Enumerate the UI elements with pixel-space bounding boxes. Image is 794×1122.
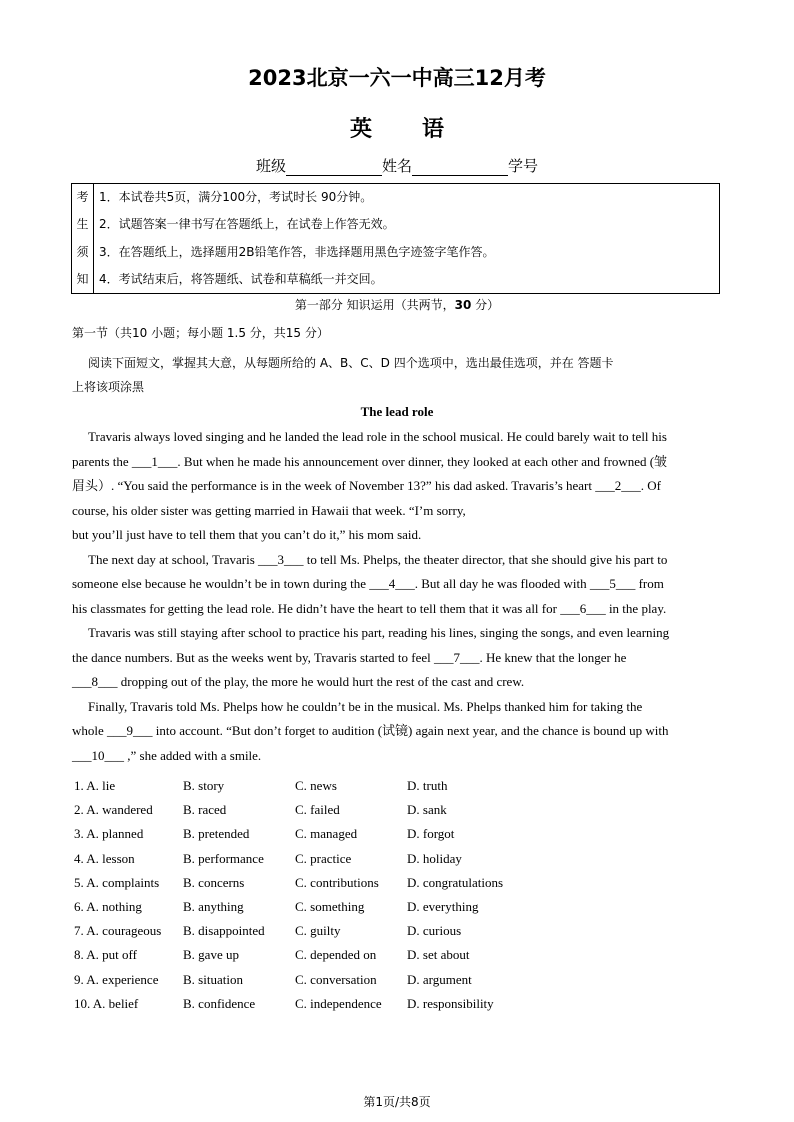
option-choice: D. set about [407,947,470,963]
option-row [72,871,722,895]
notice-side-char: 知 [76,271,89,286]
exam-title: 2023北京一六一中高三12月考 [248,66,546,90]
passage-line: Travaris always loved singing and he landed the lead role in the school musical. He could barely wait to tell his [88,429,667,444]
option-choice: 2. A. wandered [74,802,153,818]
option-choice: C. guilty [295,923,341,939]
passage-line: The next day at school, Travaris ___3___ to tell Ms. Phelps, the theater director, that she should give his part to [88,551,668,567]
part-heading-suffix: 分） [471,298,500,312]
option-choice: B. gave up [183,947,239,963]
option-row [72,798,722,822]
option-choice: C. conversation [295,971,377,987]
id-label: 学号 [508,157,539,175]
option-choice: B. story [183,778,225,793]
option-row [72,992,722,1016]
option-choice: B. situation [183,971,243,987]
option-choice: C. contributions [295,874,379,890]
options-list [72,774,722,1016]
section-heading: 第一节（共10 小题；每小题 1.5 分，共15 分） [72,326,329,340]
notice-side-label [72,184,94,293]
passage-line: whole ___9___ into account. “But don’t forget to audition (试镜) again next year, and the chance is bound up with [72,723,669,738]
exam-notice-box [71,183,720,294]
option-choice: C. news [295,778,337,793]
option-choice: D. forgot [407,826,455,842]
notice-side-char: 生 [76,217,89,232]
option-choice: C. managed [295,826,358,842]
option-choice: 10. A. belief [74,995,139,1011]
option-choice: B. raced [183,802,227,818]
option-choice: C. something [295,898,365,914]
passage-line: 眉头）. “You said the performance is in the week of November 13?” his dad asked. Travaris’s heart ___2___. Of [72,478,661,493]
option-row [72,774,722,798]
option-choice: 6. A. nothing [74,898,142,914]
notice-item: 4．考试结束后，将答题纸、试卷和草稿纸一并交回。 [99,271,383,286]
option-choice: B. performance [183,850,264,866]
option-choice: D. truth [407,778,448,793]
notice-item: 2．试题答案一律书写在答题纸上，在试卷上作答无效。 [99,217,395,232]
option-row [72,968,722,992]
option-row [72,919,722,943]
option-choice: 9. A. experience [74,971,159,987]
option-choice: D. sank [407,802,447,818]
part-heading [0,296,794,313]
student-info-line [0,155,794,176]
passage-title: The lead role [360,404,434,419]
class-label: 班级 [255,157,286,175]
option-row [72,847,722,871]
notice-item: 3．在答题纸上，选择题用2B铅笔作答，非选择题用黑色字迹签字笔作答。 [99,244,495,259]
instruction-line: 阅读下面短文，掌握其大意，从每题所给的 A、B、C、D 四个选项中，选出最佳选项，并在 答题卡 [88,356,614,370]
passage-line: Travaris was still staying after school to practice his part, reading his lines, singing the songs, and even learning [88,625,670,640]
notice-side-char: 须 [76,244,89,259]
passage-line: the dance numbers. But as the weeks went by, Travaris started to feel ___7___. He knew that the longer he [72,649,627,665]
option-choice: D. congratulations [407,874,504,890]
option-choice: D. argument [407,971,472,987]
option-choice: C. depended on [295,947,377,963]
option-choice: 1. A. lie [74,778,116,793]
passage-line: someone else because he wouldn’t be in town during the ___4___. But all day he was flooded with ___5___ from [72,576,664,591]
option-choice: B. anything [183,898,244,914]
passage-line: ___8___ dropping out of the play, the more he would hurt the rest of the cast and crew. [72,674,525,689]
option-choice: B. confidence [183,995,256,1011]
option-choice: 5. A. complaints [74,874,160,890]
option-choice: 7. A. courageous [74,923,162,939]
instruction-line: 上将该项涂黑 [72,380,145,394]
option-choice: 8. A. put off [74,947,137,963]
page-number: 第1页/共8页 [363,1095,431,1109]
part-heading-prefix: 第一部分 知识运用（共两节， [294,298,455,312]
passage-line: his classmates for getting the lead role. He didn’t have the heart to tell them that it was all for ___6___ in the play. [72,600,667,616]
name-label: 姓名 [381,157,412,175]
option-choice: 4. A. lesson [74,850,135,866]
option-row [72,822,722,846]
passage-line: but you’ll just have to tell them that you can’t do it,” his mom said. [72,527,422,542]
subject-char: 英 [349,117,372,142]
part-score: 30 [454,298,472,312]
passage-line: Finally, Travaris told Ms. Phelps how he couldn’t be in the musical. Ms. Phelps thanked him for taking the [88,698,643,714]
passage-body [72,425,722,768]
option-choice: B. concerns [183,874,245,890]
passage-line: course, his older sister was getting married in Hawaii that week. “I’m sorry, [72,502,466,518]
option-row [72,943,722,967]
option-choice: C. independence [295,995,382,1011]
passage-line: ___10___ ,” she added with a smile. [72,747,262,763]
notice-item: 1．本试卷共5页，满分100分，考试时长 90分钟。 [99,190,373,204]
subject-char: 语 [422,117,445,142]
notice-side-char: 考 [76,190,89,204]
notice-items [99,184,495,293]
option-choice: C. practice [295,850,352,866]
passage-line: parents the ___1___. But when he made his announcement over dinner, they looked at each other and frowned (皱 [72,453,668,469]
option-choice: D. holiday [407,850,462,866]
option-choice: D. responsibility [407,995,494,1011]
option-choice: C. failed [295,802,340,818]
name-blank [412,159,508,176]
option-choice: B. disappointed [183,923,265,939]
subject-title [0,112,794,143]
option-choice: D. everything [407,898,479,914]
option-choice: 3. A. planned [74,826,144,842]
option-row [72,895,722,919]
option-choice: B. pretended [183,826,250,842]
option-choice: D. curious [407,923,462,939]
class-blank [286,159,382,176]
section-instruction [72,351,722,399]
